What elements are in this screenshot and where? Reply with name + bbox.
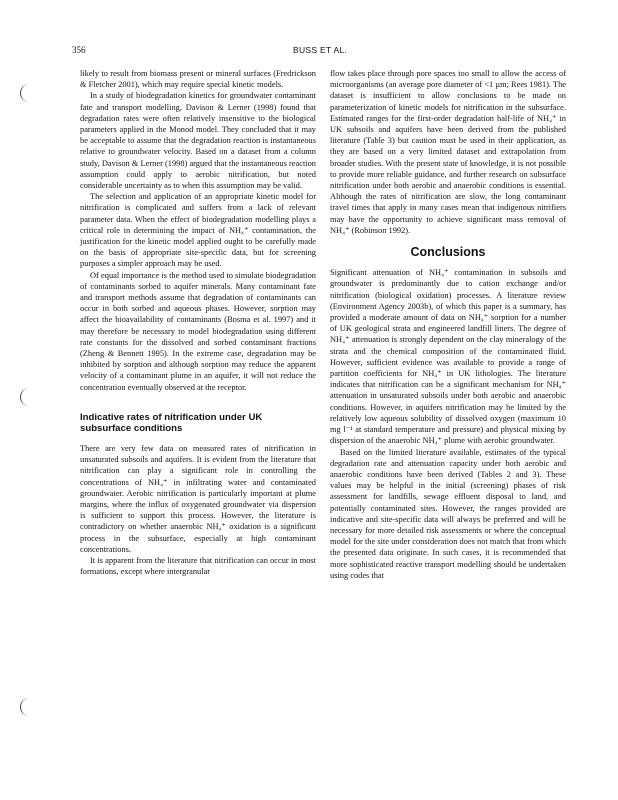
paragraph: The selection and application of an appropriate kinetic model for nitrification is complicated and suffers from a lack of relevant parameter data. When the effect of biodegradation modelling plays a critical role in determining the impact of NH₄⁺ contamination, the justification for the kinetic model applied ought to be carefully made on the basis of appropriate site-specific data, but for screening purposes a simpler approach may be used. <box>80 192 316 269</box>
paragraph: likely to result from biomass present or mineral surfaces (Fredrickson & Fletcher 2001), which may require special kinetic models. <box>80 69 316 90</box>
running-head: BUSS ET AL. <box>293 45 348 55</box>
right-column <box>330 68 566 581</box>
paragraph: There are very few data on measured rates of nitrification in unsaturated subsoils and aquifers. It is evident from the literature that nitrification can play a significant role in controlling the concentrations of NH₄⁺ in infiltrating water and contaminated groundwater. Aerobic nitrification is particularly important at plume margins, where the influx of oxygenated groundwater via dispersion is sufficient to support this process. However, the literature is contradictory on whether anaerobic NH₄⁺ oxidation is a significant process in the subsurface, especially at high contaminant concentrations. <box>80 443 316 554</box>
section-heading: Conclusions <box>410 245 486 260</box>
margin-mark <box>20 84 31 102</box>
paragraph: Based on the limited literature available, estimates of the typical degradation rate and attenuation capacity under both aerobic and anaerobic conditions have been derived (Tables 2 and 3). These values may be helpful in the initial (screening) phases of risk assessment for landfills, sewage effluent disposal to land, and potentially contaminated sites. However, the ranges provided are indicative and site-specific data will always be preferred and will be necessary for more detailed risk assessments or where the conceptual model for the site under consideration does not match that from which the presented data originate. In such cases, it is recommended that more sophisticated reactive transport modelling should be undertaken using codes that <box>330 447 566 580</box>
margin-mark <box>20 388 31 406</box>
paragraph: It is apparent from the literature that nitrification can occur in most formations, except where intergranular <box>80 555 316 577</box>
paragraph: flow takes place through pore spaces too small to allow the access of microorganisms (an average pore diameter of <1 µm; Rees 1981). The dataset is insufficient to allow conclusions to be made on parameterization of kinetic models for nitrification in the subsurface. Estimated ranges for the first-order degradation half-life of NH₄⁺ in UK subsoils and aquifers have been derived from the published literature (Table 3) but caution must be used in their application, as they are based on a very limited dataset and extrapolation from broader studies. With the present state of knowledge, it is not possible to provide more reliable guidance, and further research on subsurface nitrification under both aerobic and anaerobic conditions is essential. Although the rates of nitrification are slow, the long contaminant travel times that apply in many cases mean that indigenous nitrifiers may have the opportunity to achieve significant mass removal of NH₄⁺ (Robinson 1992). <box>330 69 566 235</box>
paragraph: Of equal importance is the method used to simulate biodegradation of contaminants sorbed to aquifer minerals. Many contaminant fate and transport methods assume that degradation of contaminants can occur in both sorbed and aqueous phases. However, sorption may affect the bioavailability of contaminants (Bosma et al. 1997) and it may therefore be necessary to model biodegradation using different rate constants for the dissolved and sorbed contaminant fractions (Zheng & Bennett 1995). In the extreme case, degradation may be inhibited by sorption and although sorption may reduce the apparent velocity of a contaminant plume in an aquifer, it will not reduce the concentration eventually observed at the receptor. <box>80 270 316 392</box>
section-heading: Indicative rates of nitrification under UK subsurface conditions <box>80 411 263 435</box>
page-number: 356 <box>72 45 86 55</box>
margin-mark <box>20 698 31 716</box>
left-column <box>80 68 316 577</box>
paragraph: Significant attenuation of NH₄⁺ contamination in subsoils and groundwater is predominantly due to cation exchange and/or nitrification (biological oxidation) processes. A literature review (Environment Agency 2003b), of which this paper is a summary, has provided a moderate amount of data on NH₄⁺ sorption for a number of UK geological strata and engineered landfill liners. The degree of NH₄⁺ attenuation is strongly dependent on the clay mineralogy of the strata and the chemical composition of the contaminated fluid. However, sufficient evidence was available to provide a range of partition coefficients for NH₄⁺ in UK lithologies. The literature indicates that nitrification can be a significant mechanism for NH₄⁺ attenuation in unsaturated subsoils under both aerobic and anaerobic conditions. However, in aquifers nitrification may be limited by the relatively low aqueous solubility of dissolved oxygen (maximum 10 mg l⁻¹ at standard temperature and pressure) and physical mixing by dispersion of the anaerobic NH₄⁺ plume with aerobic groundwater. <box>330 268 566 446</box>
paragraph: In a study of biodegradation kinetics for groundwater contaminant fate and transport modelling, Davison & Lerner (1998) found that degradation rates were often relatively insensitive to the biological parameters applied in the Monod model. They concluded that it may be acceptable to assume that the degradation reaction is instantaneous relative to groundwater velocity. Based on a dataset from a column study, Davison & Lerner (1998) argued that the instantaneous reaction assumption could apply to aerobic nitrification, but noted considerable uncertainty as to when this assumption may be valid. <box>80 91 316 191</box>
